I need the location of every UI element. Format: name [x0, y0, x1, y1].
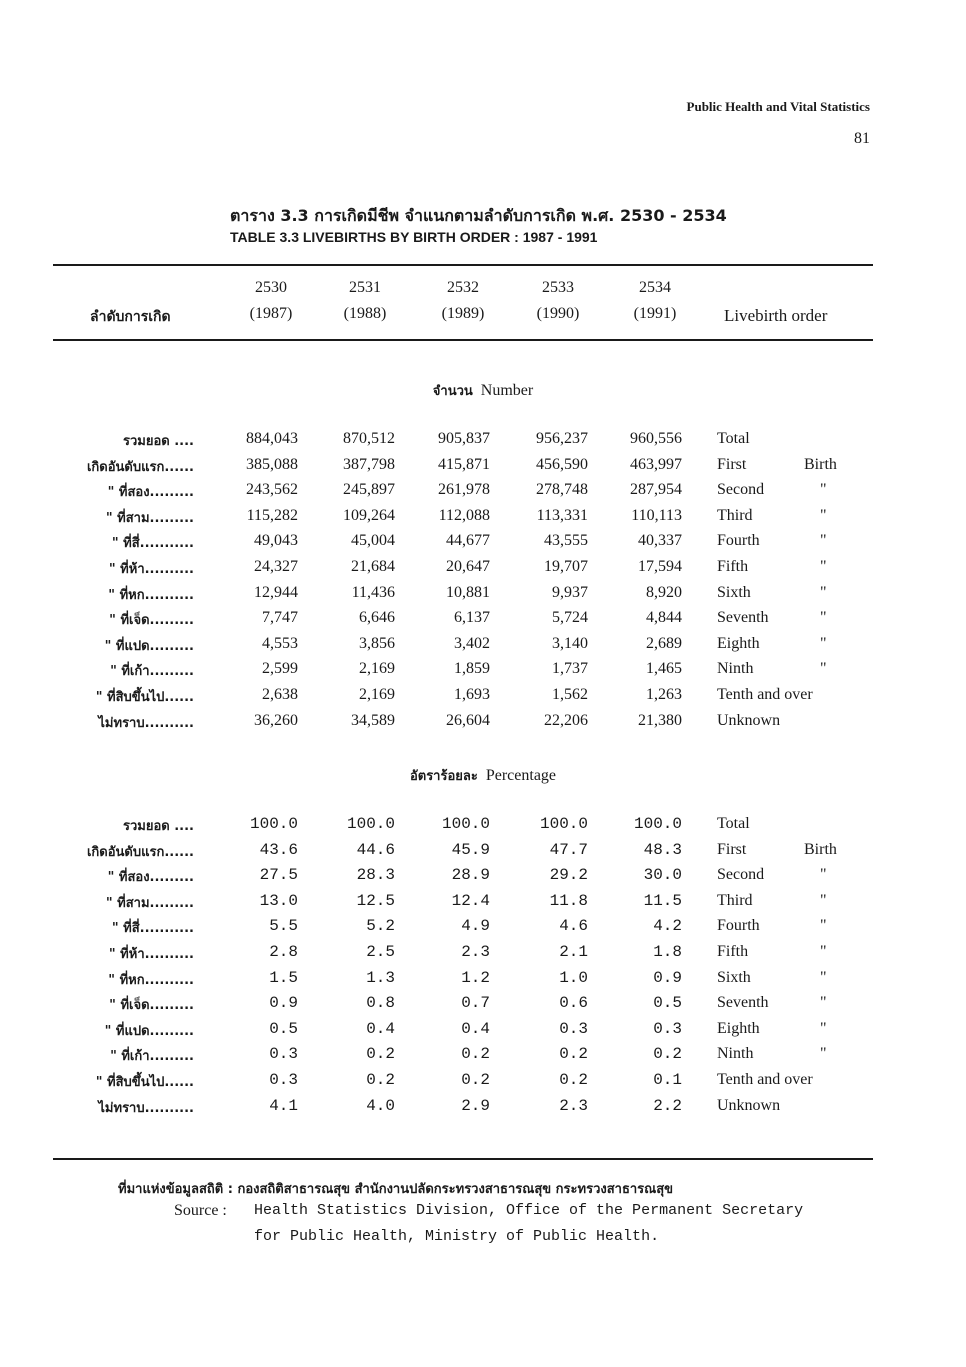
table-cell: 44,677	[446, 532, 490, 550]
table-cell: 43,555	[544, 532, 588, 550]
year-header: 2530	[255, 279, 287, 296]
row-label-thai: " ที่เจ็ด.........	[109, 613, 194, 629]
row-label-english: First	[717, 840, 747, 858]
table-cell: 27.5	[259, 866, 298, 885]
table-cell: 3,402	[454, 634, 490, 652]
table-cell: 1,263	[646, 686, 682, 703]
table-cell: 1,737	[552, 660, 588, 678]
table-cell: 1.8	[653, 943, 682, 961]
year-header: 2531	[349, 279, 381, 296]
table-cell: 12.4	[451, 891, 490, 910]
table-top-rule	[53, 264, 873, 266]
row-label-english: Third	[717, 506, 753, 524]
table-cell: 4,553	[262, 634, 298, 652]
table-cell: 2.3	[461, 943, 490, 961]
row-label-suffix: Birth	[804, 455, 837, 473]
row-label-thai: " ที่ห้า..........	[108, 947, 194, 962]
table-cell: 2.8	[269, 943, 298, 961]
year-header-ce: (1990)	[536, 305, 580, 322]
table-row	[0, 815, 966, 841]
year-header-ce: (1989)	[441, 305, 485, 322]
year-header: 2534	[639, 279, 671, 296]
row-label-suffix: "	[820, 917, 827, 935]
row-label-english: Seventh	[717, 609, 769, 627]
row-label-english: Third	[717, 891, 753, 909]
row-label-thai: รวมยอด ....	[123, 434, 194, 449]
row-label-thai: รวมยอด ....	[123, 819, 194, 834]
row-label-suffix: "	[820, 968, 827, 986]
table-cell: 0.2	[461, 1071, 490, 1089]
year-header: 2532	[447, 279, 479, 296]
table-cell: 47.7	[549, 840, 588, 859]
table-cell: 1.2	[461, 968, 490, 987]
table-row	[0, 866, 966, 892]
row-label-english: Sixth	[717, 583, 751, 601]
row-label-thai: " ที่แปด.........	[104, 1023, 194, 1039]
table-cell: 20,647	[446, 558, 490, 575]
table-cell: 3,856	[359, 634, 395, 652]
row-label-thai: " ที่เก้า.........	[110, 664, 194, 680]
table-header-rule	[53, 339, 873, 341]
table-bottom-rule	[53, 1158, 873, 1160]
row-label-thai: " ที่สาม.........	[105, 510, 194, 526]
table-row	[0, 1020, 966, 1046]
row-label-english: Eighth	[717, 1019, 760, 1037]
table-cell: 0.3	[269, 1045, 298, 1064]
table-cell: 0.6	[559, 994, 588, 1013]
table-cell: 287,954	[630, 481, 682, 499]
source-note-label: Source :	[174, 1202, 227, 1219]
table-cell: 28.9	[451, 866, 490, 885]
table-cell: 2.2	[653, 1096, 682, 1115]
table-cell: 243,562	[246, 481, 298, 499]
table-row	[0, 892, 966, 918]
table-row	[0, 917, 966, 943]
row-label-suffix: "	[820, 866, 827, 884]
table-cell: 463,997	[630, 455, 682, 473]
table-cell: 17,594	[638, 558, 682, 575]
table-cell: 278,748	[536, 481, 588, 499]
table-cell: 13.0	[259, 891, 298, 910]
table-cell: 29.2	[549, 866, 588, 885]
table-cell: 870,512	[343, 430, 395, 447]
row-label-suffix: "	[820, 558, 827, 575]
table-row	[0, 1045, 966, 1071]
table-cell: 49,043	[254, 532, 298, 550]
table-row	[0, 969, 966, 995]
row-label-suffix: "	[820, 609, 827, 627]
table-cell: 12.5	[356, 891, 395, 910]
row-label-suffix: "	[820, 532, 827, 550]
table-cell: 2.9	[461, 1096, 490, 1115]
table-cell: 8,920	[646, 583, 682, 601]
row-label-thai: ไม่ทราบ..........	[98, 1100, 194, 1116]
table-cell: 36,260	[254, 711, 298, 729]
source-note-line-2: for Public Health, Ministry of Public Health.	[254, 1228, 660, 1245]
row-label-thai: " ที่แปด.........	[104, 638, 194, 654]
row-label-suffix: "	[820, 1045, 827, 1063]
row-label-suffix: "	[820, 583, 827, 601]
row-label-english: Eighth	[717, 634, 760, 652]
table-cell: 28.3	[356, 866, 395, 885]
table-cell: 109,264	[343, 506, 395, 524]
page-number: 81	[854, 130, 870, 147]
table-cell: 26,604	[446, 711, 490, 729]
table-cell: 2,599	[262, 660, 298, 678]
table-cell: 456,590	[536, 455, 588, 473]
table-cell: 261,978	[438, 481, 490, 499]
table-cell: 0.2	[653, 1045, 682, 1064]
section-heading-percentage-thai: อัตราร้อยละ	[409, 769, 478, 784]
row-label-english: Tenth and over	[717, 686, 813, 703]
row-label-english: Sixth	[717, 968, 751, 986]
table-cell: 905,837	[438, 430, 490, 447]
table-cell: 4.6	[559, 917, 588, 936]
row-label-thai: " ที่สี่...........	[111, 536, 194, 552]
table-row	[0, 686, 966, 712]
row-label-thai: " ที่ห้า..........	[108, 562, 194, 577]
row-label-english: Unknown	[717, 1096, 781, 1114]
table-cell: 1,465	[646, 660, 682, 678]
table-cell: 0.3	[653, 1019, 682, 1038]
section-heading-percentage-english: Percentage	[485, 767, 557, 784]
table-cell: 1.5	[269, 968, 298, 987]
table-cell: 0.4	[461, 1019, 490, 1038]
row-label-english: Second	[717, 866, 765, 884]
table-cell: 387,798	[343, 455, 395, 473]
table-cell: 100.0	[633, 815, 682, 833]
row-label-suffix: "	[820, 891, 827, 909]
row-label-thai: เกิดอันดับแรก......	[86, 459, 194, 475]
table-row	[0, 712, 966, 738]
table-row	[0, 532, 966, 558]
column-header-thai-label: ลำดับการเกิด	[90, 309, 171, 325]
row-label-suffix: "	[820, 481, 827, 499]
table-cell: 1,562	[552, 686, 588, 703]
table-cell: 100.0	[441, 815, 490, 833]
year-header-ce: (1991)	[633, 305, 677, 322]
table-cell: 884,043	[246, 430, 298, 447]
row-label-english: Fourth	[717, 532, 760, 550]
source-note-thai: ที่มาแห่งข้อมูลสถิติ : กองสถิติสาธารณสุข สำนักงานปลัดกระทรวงสาธารณสุข กระทรวงสาธารณสุข	[118, 1182, 674, 1197]
table-cell: 112,088	[438, 506, 490, 524]
row-label-english: Ninth	[717, 1045, 754, 1063]
row-label-english: Ninth	[717, 660, 754, 678]
table-cell: 0.2	[559, 1071, 588, 1089]
row-label-english: Total	[717, 430, 750, 447]
table-cell: 48.3	[643, 840, 682, 859]
table-row	[0, 943, 966, 969]
table-cell: 4.1	[269, 1096, 298, 1115]
table-row	[0, 609, 966, 635]
source-note-line-1: Health Statistics Division, Office of the Permanent Secretary	[254, 1202, 804, 1219]
table-cell: 24,327	[254, 558, 298, 575]
table-cell: 40,337	[638, 532, 682, 550]
row-label-english: Total	[717, 815, 750, 832]
table-cell: 0.7	[461, 994, 490, 1013]
table-cell: 0.9	[653, 968, 682, 987]
row-label-thai: " ที่หก..........	[108, 972, 194, 988]
table-cell: 115,282	[246, 506, 298, 524]
table-cell: 110,113	[631, 506, 682, 524]
table-cell: 2,169	[359, 686, 395, 703]
table-cell: 1,693	[454, 686, 490, 703]
table-cell: 2,169	[359, 660, 395, 678]
table-cell: 0.5	[269, 1019, 298, 1038]
table-cell: 0.9	[269, 994, 298, 1013]
table-cell: 0.2	[559, 1045, 588, 1064]
row-label-thai: " ที่สอง.........	[107, 870, 194, 886]
row-label-thai: เกิดอันดับแรก......	[86, 844, 194, 860]
row-label-english: Unknown	[717, 711, 781, 729]
row-label-suffix: "	[820, 1019, 827, 1037]
section-heading-percentage	[0, 765, 966, 786]
table-cell: 21,380	[638, 711, 682, 729]
section-heading-number-english: Number	[480, 382, 534, 399]
table-row	[0, 1097, 966, 1123]
table-row	[0, 481, 966, 507]
table-cell: 0.3	[559, 1019, 588, 1038]
table-cell: 960,556	[630, 430, 682, 447]
table-cell: 1.0	[559, 968, 588, 987]
row-label-english: Fifth	[717, 558, 749, 575]
table-cell: 5.2	[366, 917, 395, 936]
table-row	[0, 841, 966, 867]
row-label-thai: " ที่เก้า.........	[110, 1049, 194, 1065]
table-cell: 22,206	[544, 711, 588, 729]
table-cell: 2,689	[646, 634, 682, 652]
year-header: 2533	[542, 279, 574, 296]
table-cell: 21,684	[351, 558, 395, 575]
table-row	[0, 994, 966, 1020]
section-heading-number-thai: จำนวน	[432, 384, 473, 399]
table-cell: 2.3	[559, 1096, 588, 1115]
table-cell: 11,436	[351, 583, 395, 601]
table-row	[0, 507, 966, 533]
row-label-thai: " ที่เจ็ด.........	[109, 998, 194, 1014]
table-cell: 1.3	[366, 968, 395, 987]
table-row	[0, 430, 966, 456]
row-label-english: Fourth	[717, 917, 760, 935]
row-label-english: Seventh	[717, 994, 769, 1012]
table-cell: 45,004	[351, 532, 395, 550]
table-cell: 3,140	[552, 634, 588, 652]
row-label-english: Fifth	[717, 943, 749, 960]
table-cell: 0.2	[366, 1045, 395, 1064]
row-label-english: Second	[717, 481, 765, 499]
row-label-thai: ไม่ทราบ..........	[98, 715, 194, 731]
table-cell: 245,897	[343, 481, 395, 499]
table-cell: 4,844	[646, 609, 682, 627]
row-label-thai: " ที่สิบขึ้นไป......	[95, 1075, 194, 1090]
table-cell: 30.0	[643, 866, 682, 885]
table-cell: 1,859	[454, 660, 490, 678]
row-label-thai: " ที่สาม.........	[105, 895, 194, 911]
table-cell: 4.9	[461, 917, 490, 936]
table-cell: 34,589	[351, 711, 395, 729]
year-header-ce: (1988)	[343, 305, 387, 322]
row-label-suffix: "	[820, 660, 827, 678]
column-header-english-label: Livebirth order	[724, 306, 828, 325]
table-cell: 6,646	[359, 609, 395, 627]
table-cell: 0.2	[461, 1045, 490, 1064]
table-cell: 19,707	[544, 558, 588, 575]
table-cell: 5.5	[269, 917, 298, 936]
table-cell: 2.5	[366, 943, 395, 961]
section-heading-number	[0, 380, 966, 401]
table-cell: 10,881	[446, 583, 490, 601]
table-cell: 9,937	[552, 583, 588, 601]
table-cell: 4.0	[366, 1096, 395, 1115]
row-label-thai: " ที่สอง.........	[107, 485, 194, 501]
table-cell: 4.2	[653, 917, 682, 936]
table-row	[0, 660, 966, 686]
table-cell: 6,137	[454, 609, 490, 627]
row-label-suffix: "	[820, 943, 827, 960]
row-label-english: First	[717, 455, 747, 473]
row-label-thai: " ที่หก..........	[108, 587, 194, 603]
table-cell: 11.8	[549, 891, 588, 910]
table-cell: 100.0	[249, 815, 298, 833]
table-cell: 2,638	[262, 686, 298, 703]
table-row	[0, 558, 966, 584]
table-cell: 11.5	[643, 891, 682, 910]
table-row	[0, 635, 966, 661]
row-label-suffix: "	[820, 506, 827, 524]
row-label-thai: " ที่สิบขึ้นไป......	[95, 690, 194, 705]
row-label-english: Tenth and over	[717, 1071, 813, 1088]
row-label-thai: " ที่สี่...........	[111, 921, 194, 937]
row-label-suffix: "	[820, 634, 827, 652]
table-row	[0, 456, 966, 482]
year-header-ce: (1987)	[249, 305, 293, 322]
table-cell: 0.3	[269, 1071, 298, 1089]
table-row	[0, 584, 966, 610]
table-cell: 0.8	[366, 994, 395, 1013]
row-label-suffix: Birth	[804, 840, 837, 858]
table-cell: 5,724	[552, 609, 588, 627]
table-cell: 0.2	[366, 1071, 395, 1089]
row-label-suffix: "	[820, 994, 827, 1012]
table-cell: 415,871	[438, 455, 490, 473]
table-title-thai: ตาราง 3.3 การเกิดมีชีพ จำแนกตามลำดับการเกิด พ.ศ. 2530 - 2534	[230, 206, 727, 225]
table-cell: 113,331	[536, 506, 588, 524]
table-cell: 7,747	[262, 609, 298, 627]
table-row	[0, 1071, 966, 1097]
table-cell: 100.0	[346, 815, 395, 833]
table-cell: 2.1	[559, 943, 588, 961]
table-cell: 956,237	[536, 430, 588, 447]
table-cell: 45.9	[451, 840, 490, 859]
table-cell: 12,944	[254, 583, 298, 601]
table-cell: 0.5	[653, 994, 682, 1013]
table-cell: 43.6	[259, 840, 298, 859]
table-cell: 0.4	[366, 1019, 395, 1038]
table-cell: 385,088	[246, 455, 298, 473]
table-cell: 100.0	[539, 815, 588, 833]
running-head: Public Health and Vital Statistics	[686, 99, 870, 114]
table-cell: 0.1	[653, 1071, 682, 1089]
table-title-english: TABLE 3.3 LIVEBIRTHS BY BIRTH ORDER : 1987 - 1991	[230, 229, 598, 245]
table-cell: 44.6	[356, 840, 395, 859]
